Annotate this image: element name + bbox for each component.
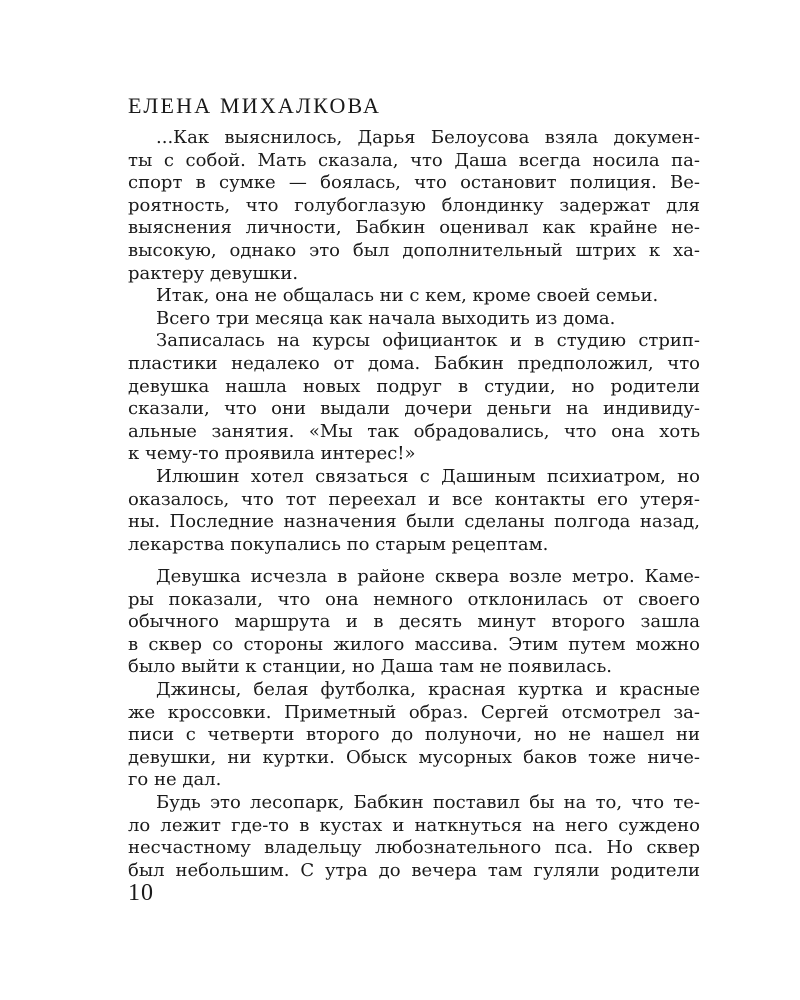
text-line: оказалось, что тот переехал и все контакты его утеря-	[128, 488, 700, 510]
text-line: лекарства покупались по старым рецептам.	[128, 533, 549, 555]
text-line: рактеру девушки.	[128, 262, 299, 284]
text-line: Записалась на курсы официанток и в студию стрип-	[156, 330, 700, 352]
text-line: сказали, что они выдали дочери деньги на индивиду-	[128, 398, 700, 420]
text-line: было выйти к станции, но Даша там не появилась.	[128, 656, 613, 678]
text-line: пластики недалеко от дома. Бабкин предположил, что	[128, 352, 700, 374]
text-line: был небольшим. С утра до вечера там гуляли родители	[128, 859, 700, 881]
text-line: выяснения личности, Бабкин оценивал как крайне не-	[128, 217, 700, 239]
text-line: ...Как выяснилось, Дарья Белоусова взяла докумен-	[156, 127, 700, 148]
page-number: 10	[128, 880, 154, 906]
text-line: ры показали, что она немного отклонилась от своего	[128, 588, 700, 610]
text-line: несчастному владельцу любознательного пса. Но сквер	[128, 837, 700, 859]
text-line: роятность, что голубоглазую блондинку задержат для	[128, 194, 700, 216]
text-line: писи с четверти второго до полуночи, но не нашел ни	[128, 724, 700, 746]
text-line: ты с собой. Мать сказала, что Даша всегда носила па-	[128, 149, 700, 171]
text-line: же кроссовки. Приметный образ. Сергей отсмотрел за-	[128, 701, 700, 723]
text-line: ло лежит где-то в кустах и наткнуться на него суждено	[128, 814, 700, 836]
text-line: Джинсы, белая футболка, красная куртка и красные	[156, 678, 700, 700]
text-line: Будь это лесопарк, Бабкин поставил бы на то, что те-	[156, 791, 700, 813]
text-line: в сквер со стороны жилого массива. Этим путем можно	[128, 633, 700, 655]
text-line: девушки, ни куртки. Обыск мусорных баков тоже ниче-	[128, 746, 700, 768]
text-line: к чему-то проявила интерес!»	[128, 443, 416, 465]
text-line: Илюшин хотел связаться с Дашиным психиатром, но	[156, 465, 700, 487]
text-section-1	[128, 127, 700, 556]
text-line: спорт в сумке — боялась, что остановит полиция. Ве-	[128, 172, 700, 194]
text-line: обычного маршрута и в десять минут второго зашла	[128, 611, 700, 633]
text-line: высокую, однако это был дополнительный штрих к ха-	[128, 239, 700, 261]
text-line: го не дал.	[128, 769, 222, 791]
text-section-2	[128, 566, 700, 882]
text-line: Девушка исчезла в районе сквера возле метро. Каме-	[156, 566, 700, 587]
text-line: альные занятия. «Мы так обрадовались, что она хоть	[128, 420, 700, 442]
text-line: Итак, она не общалась ни с кем, кроме своей семьи.	[156, 285, 659, 307]
text-line: девушка нашла новых подруг в студии, но родители	[128, 375, 700, 397]
text-line: ны. Последние назначения были сделаны полгода назад,	[128, 511, 700, 533]
running-head-author: ЕЛЕНА МИХАЛКОВА	[128, 93, 382, 118]
text-line: Всего три месяца как начала выходить из дома.	[156, 307, 616, 329]
